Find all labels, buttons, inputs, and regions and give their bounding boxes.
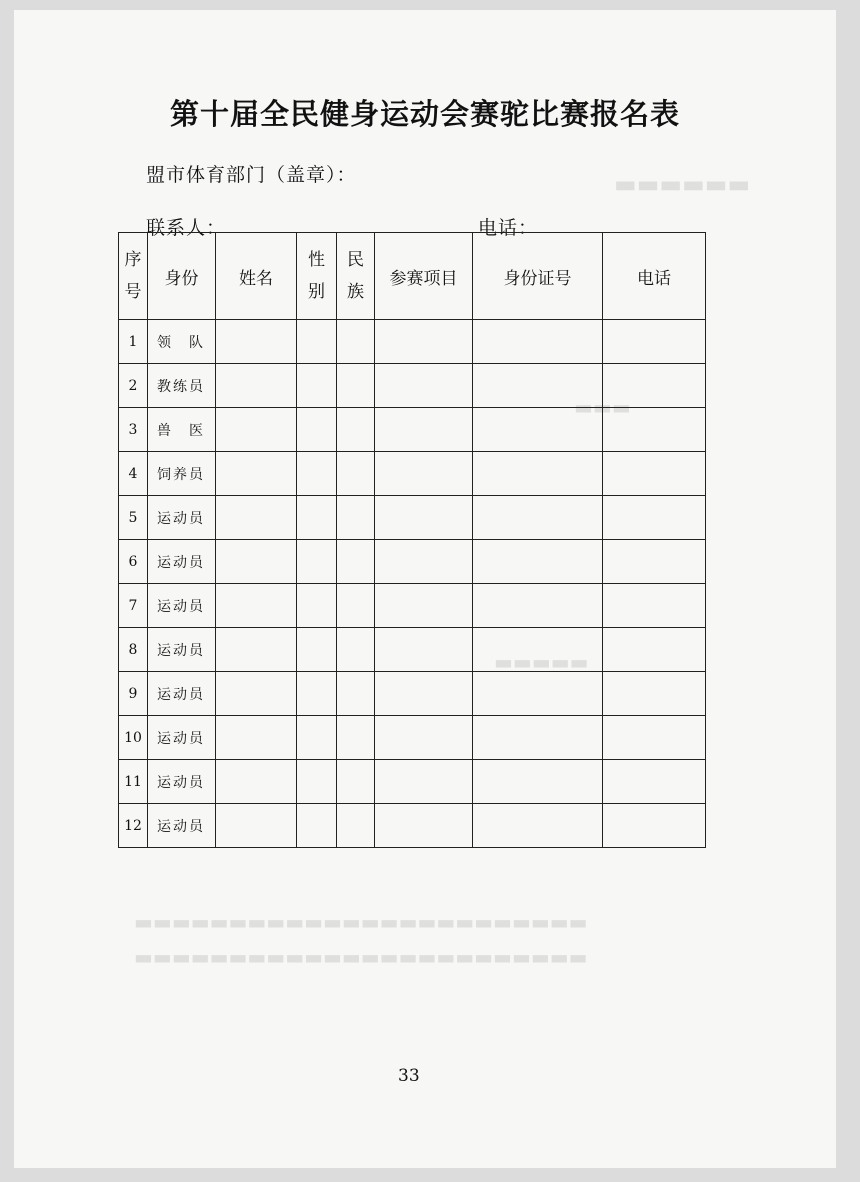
name-cell[interactable] <box>216 760 297 804</box>
id-number-cell[interactable] <box>473 496 603 540</box>
event-cell[interactable] <box>375 628 473 672</box>
gender-cell[interactable] <box>297 804 337 848</box>
table-row <box>119 672 706 716</box>
gender-cell[interactable] <box>297 320 337 364</box>
table-row <box>119 452 706 496</box>
row-number: 8 <box>119 628 148 672</box>
ethnicity-cell[interactable] <box>337 496 375 540</box>
row-role: 运动员 <box>148 804 216 848</box>
name-cell[interactable] <box>216 584 297 628</box>
event-cell[interactable] <box>375 804 473 848</box>
document-page <box>14 10 836 1168</box>
row-role: 运动员 <box>148 716 216 760</box>
event-cell[interactable] <box>375 496 473 540</box>
header-ethnicity: 民 族 <box>337 233 375 320</box>
ethnicity-cell[interactable] <box>337 540 375 584</box>
phone-cell[interactable] <box>603 584 706 628</box>
table-row <box>119 716 706 760</box>
id-number-cell[interactable] <box>473 408 603 452</box>
gender-cell[interactable] <box>297 408 337 452</box>
ethnicity-cell[interactable] <box>337 628 375 672</box>
ethnicity-cell[interactable] <box>337 760 375 804</box>
phone-cell[interactable] <box>603 452 706 496</box>
event-cell[interactable] <box>375 672 473 716</box>
row-number: 5 <box>119 496 148 540</box>
phone-cell[interactable] <box>603 672 706 716</box>
id-number-cell[interactable] <box>473 804 603 848</box>
phone-cell[interactable] <box>603 320 706 364</box>
phone-cell[interactable] <box>603 804 706 848</box>
header-name: 姓名 <box>216 233 297 320</box>
header-seq: 序 号 <box>119 233 148 320</box>
id-number-cell[interactable] <box>473 584 603 628</box>
ethnicity-cell[interactable] <box>337 804 375 848</box>
phone-cell[interactable] <box>603 540 706 584</box>
phone-cell[interactable] <box>603 716 706 760</box>
ethnicity-cell[interactable] <box>337 320 375 364</box>
name-cell[interactable] <box>216 628 297 672</box>
event-cell[interactable] <box>375 760 473 804</box>
bleed-through-decoration: ▬▬▬ <box>574 395 631 419</box>
row-number: 9 <box>119 672 148 716</box>
table-row <box>119 408 706 452</box>
ethnicity-cell[interactable] <box>337 672 375 716</box>
table-header-row <box>119 233 706 320</box>
event-cell[interactable] <box>375 364 473 408</box>
phone-cell[interactable] <box>603 364 706 408</box>
gender-cell[interactable] <box>297 760 337 804</box>
row-number: 1 <box>119 320 148 364</box>
id-number-cell[interactable] <box>473 364 603 408</box>
row-role: 运动员 <box>148 584 216 628</box>
header-phone: 电话 <box>603 233 706 320</box>
row-number: 2 <box>119 364 148 408</box>
name-cell[interactable] <box>216 408 297 452</box>
row-role: 兽 医 <box>148 408 216 452</box>
ethnicity-cell[interactable] <box>337 364 375 408</box>
event-cell[interactable] <box>375 584 473 628</box>
id-number-cell[interactable] <box>473 716 603 760</box>
name-cell[interactable] <box>216 452 297 496</box>
table-row <box>119 364 706 408</box>
row-number: 4 <box>119 452 148 496</box>
row-number: 6 <box>119 540 148 584</box>
table-row <box>119 320 706 364</box>
event-cell[interactable] <box>375 320 473 364</box>
bleed-through-decoration: ▬▬▬▬▬▬▬▬▬▬▬▬▬▬▬▬▬▬▬▬▬▬▬▬ <box>134 945 588 969</box>
row-number: 3 <box>119 408 148 452</box>
table-row <box>119 760 706 804</box>
row-number: 10 <box>119 716 148 760</box>
header-gender: 性 别 <box>297 233 337 320</box>
phone-cell[interactable] <box>603 408 706 452</box>
row-role: 领 队 <box>148 320 216 364</box>
gender-cell[interactable] <box>297 540 337 584</box>
row-role: 运动员 <box>148 760 216 804</box>
registration-table <box>118 232 706 848</box>
row-number: 7 <box>119 584 148 628</box>
department-label: 盟市体育部门（盖章）： <box>146 164 357 186</box>
ethnicity-cell[interactable] <box>337 408 375 452</box>
phone-cell[interactable] <box>603 628 706 672</box>
id-number-cell[interactable] <box>473 760 603 804</box>
contact-label: 联系人： <box>146 217 227 239</box>
bleed-through-decoration: ▬▬▬▬▬▬ <box>614 170 751 198</box>
table-row <box>119 628 706 672</box>
id-number-cell[interactable] <box>473 628 603 672</box>
row-number: 12 <box>119 804 148 848</box>
event-cell[interactable] <box>375 452 473 496</box>
name-cell[interactable] <box>216 540 297 584</box>
row-role: 运动员 <box>148 540 216 584</box>
gender-cell[interactable] <box>297 496 337 540</box>
id-number-cell[interactable] <box>473 452 603 496</box>
row-role: 运动员 <box>148 628 216 672</box>
phone-label: 电话： <box>478 217 539 239</box>
table-row <box>119 496 706 540</box>
event-cell[interactable] <box>375 408 473 452</box>
table-row <box>119 584 706 628</box>
event-cell[interactable] <box>375 540 473 584</box>
gender-cell[interactable] <box>297 628 337 672</box>
bleed-through-decoration: ▬▬▬▬▬▬▬▬▬▬▬▬▬▬▬▬▬▬▬▬▬▬▬▬ <box>134 910 588 934</box>
id-number-cell[interactable] <box>473 672 603 716</box>
header-role: 身份 <box>148 233 216 320</box>
phone-cell[interactable] <box>603 496 706 540</box>
header-id-number: 身份证号 <box>473 233 603 320</box>
name-cell[interactable] <box>216 364 297 408</box>
ethnicity-cell[interactable] <box>337 584 375 628</box>
row-role: 运动员 <box>148 496 216 540</box>
name-cell[interactable] <box>216 672 297 716</box>
gender-cell[interactable] <box>297 364 337 408</box>
table-body <box>119 320 706 848</box>
id-number-cell[interactable] <box>473 320 603 364</box>
row-number: 11 <box>119 760 148 804</box>
row-role: 饲养员 <box>148 452 216 496</box>
page-number: 33 <box>398 1066 420 1086</box>
name-cell[interactable] <box>216 804 297 848</box>
phone-cell[interactable] <box>603 760 706 804</box>
gender-cell[interactable] <box>297 584 337 628</box>
row-role: 运动员 <box>148 672 216 716</box>
header-event: 参赛项目 <box>375 233 473 320</box>
ethnicity-cell[interactable] <box>337 716 375 760</box>
id-number-cell[interactable] <box>473 540 603 584</box>
row-role: 教练员 <box>148 364 216 408</box>
name-cell[interactable] <box>216 496 297 540</box>
form-title: 第十届全民健身运动会赛驼比赛报名表 <box>169 97 680 131</box>
gender-cell[interactable] <box>297 452 337 496</box>
gender-cell[interactable] <box>297 716 337 760</box>
name-cell[interactable] <box>216 320 297 364</box>
table-row <box>119 804 706 848</box>
table-row <box>119 540 706 584</box>
ethnicity-cell[interactable] <box>337 452 375 496</box>
gender-cell[interactable] <box>297 672 337 716</box>
name-cell[interactable] <box>216 716 297 760</box>
bleed-through-decoration: ▬▬▬▬▬ <box>494 650 589 674</box>
event-cell[interactable] <box>375 716 473 760</box>
